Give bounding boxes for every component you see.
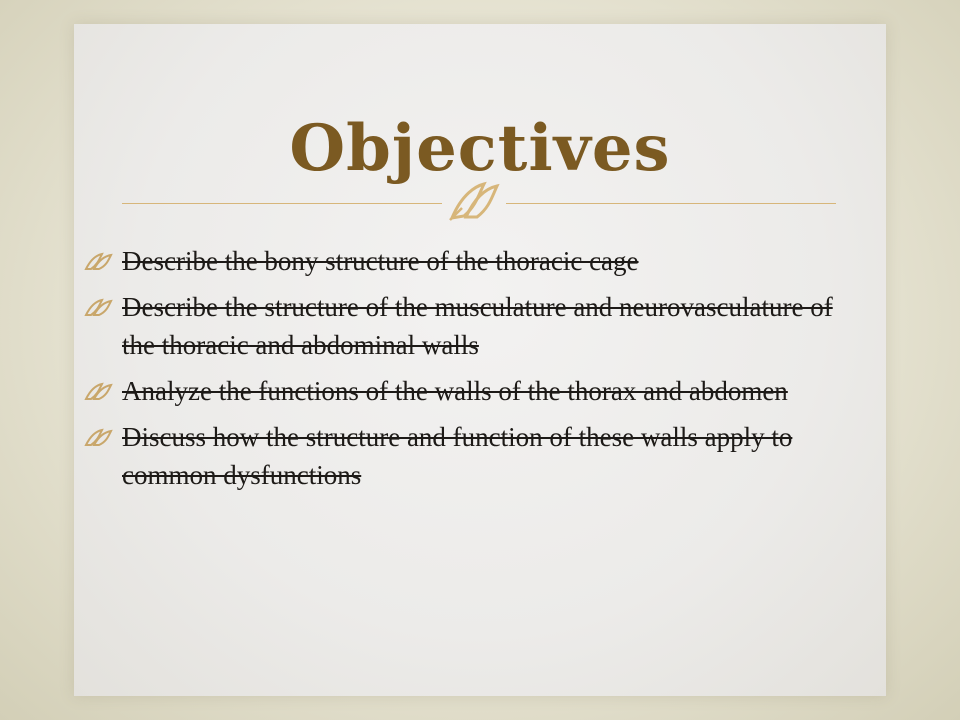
title-divider-left (122, 203, 442, 204)
quill-ornament-icon (448, 178, 502, 222)
quill-bullet-icon (84, 251, 116, 271)
objectives-list (84, 242, 844, 502)
objective-text: Analyze the functions of the walls of the thorax and abdomen (122, 376, 788, 406)
objective-item (84, 372, 844, 410)
objective-item (84, 418, 844, 494)
quill-bullet-icon (84, 297, 116, 317)
quill-bullet-icon (84, 427, 116, 447)
objective-text: Describe the structure of the musculature and neurovasculature of the thoracic and abdominal walls (122, 292, 833, 360)
objective-text: Describe the bony structure of the thoracic cage (122, 246, 639, 276)
title-divider-right (506, 203, 836, 204)
quill-bullet-icon (84, 381, 116, 401)
slide-title: Objectives (289, 110, 671, 186)
objective-item (84, 288, 844, 364)
objective-text: Discuss how the structure and function of these walls apply to common dysfunctions (122, 422, 793, 490)
objective-item (84, 242, 844, 280)
